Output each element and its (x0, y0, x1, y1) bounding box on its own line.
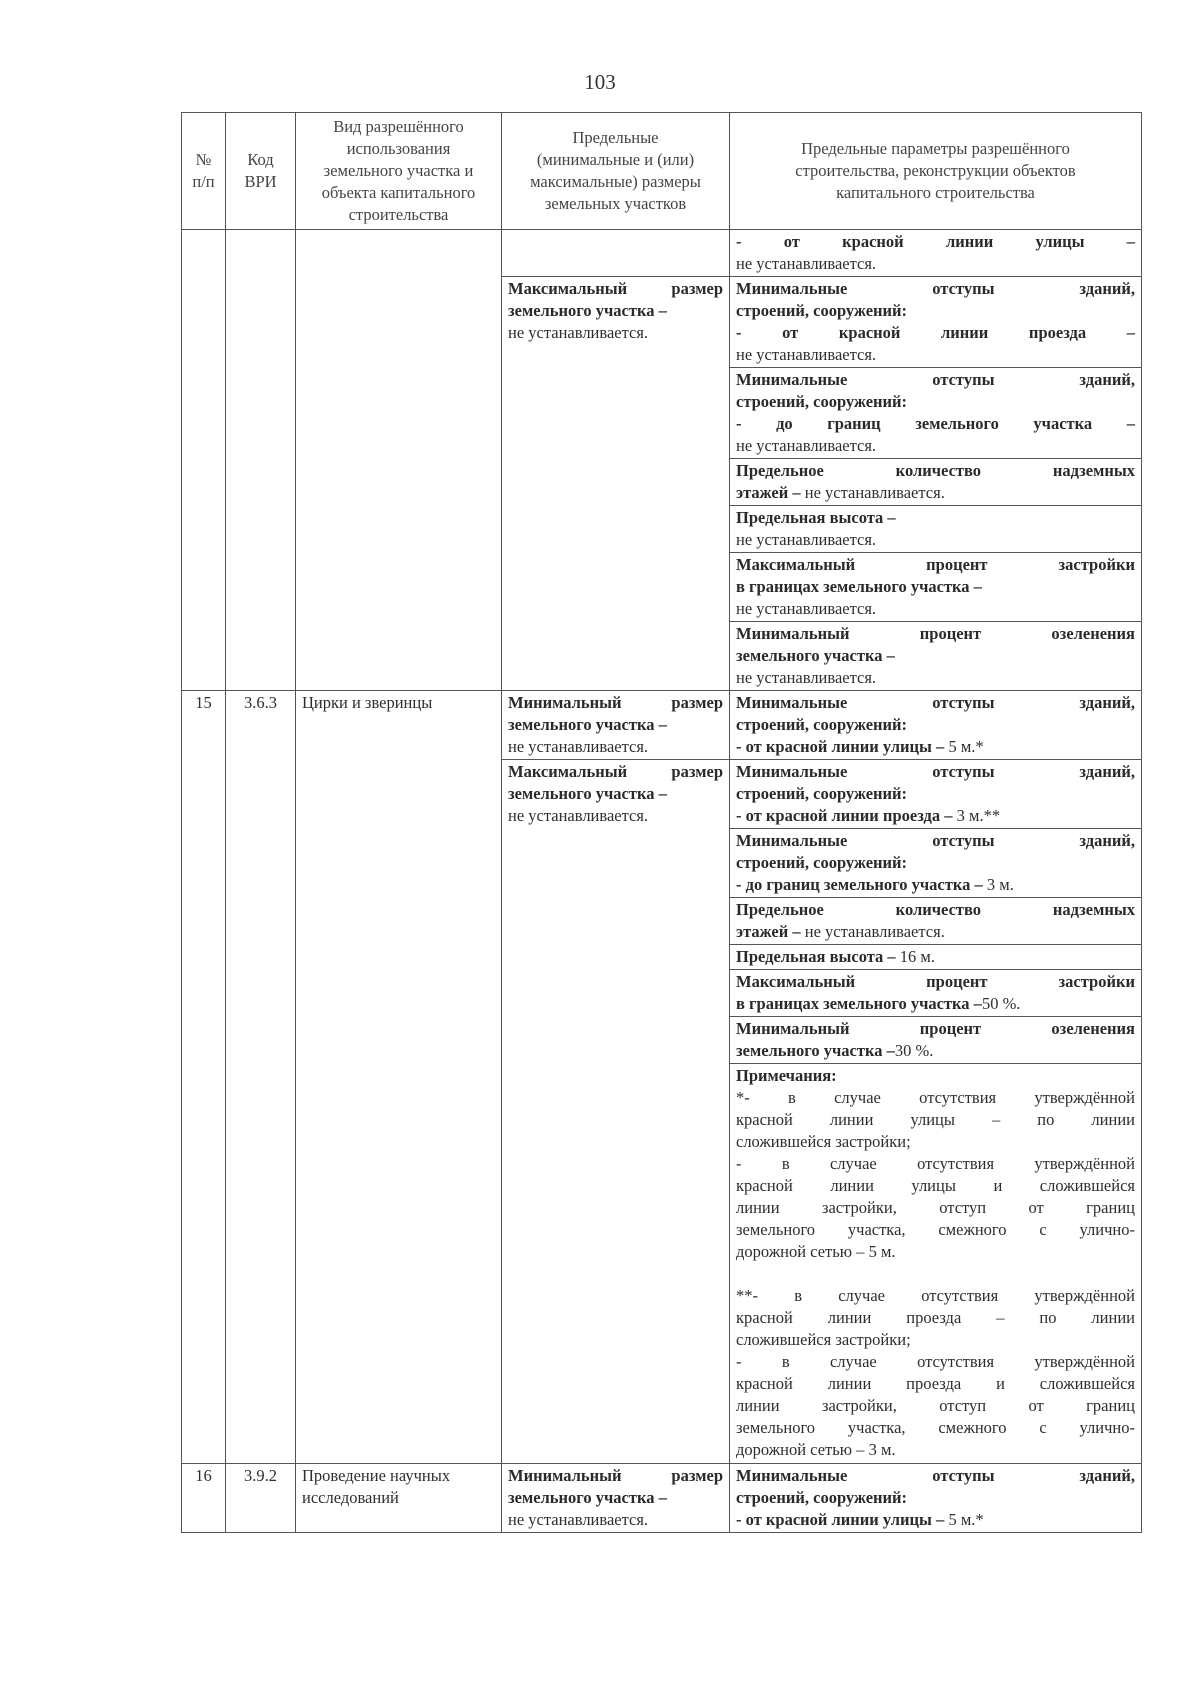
bold-text: этажей – (736, 922, 801, 941)
header-line: строительства (348, 205, 449, 224)
text-line (736, 714, 1135, 736)
note-line: сложившейся застройки; (736, 1330, 911, 1349)
header-num (182, 113, 226, 230)
cell-num: 16 (182, 1464, 226, 1533)
bold-text: Минимальные отступы зданий, (736, 693, 1135, 712)
text-line (736, 1487, 1135, 1509)
bold-text: Минимальные отступы зданий, (736, 279, 1135, 298)
param-block (730, 945, 1141, 970)
header-sizes (502, 113, 730, 230)
regular-text: не устанавливается. (508, 737, 649, 756)
bold-text: строений, сооружений: (736, 715, 908, 734)
text-line (736, 435, 1135, 457)
note-line: красной линии улицы – по линии (736, 1110, 1135, 1129)
bold-text: Минимальный процент озеленения (736, 1019, 1135, 1038)
param-block (730, 230, 1141, 277)
param-block (730, 898, 1141, 945)
bold-text: Предельная высота – (736, 508, 896, 527)
regular-text: 30 %. (894, 1041, 934, 1060)
note-line: дорожной сетью – 3 м. (736, 1440, 896, 1459)
note-line: линии застройки, отступ от границ (736, 1396, 1135, 1415)
param-block (730, 622, 1141, 690)
regular-text: не устанавливается. (800, 922, 945, 941)
text-line (508, 1465, 723, 1487)
text-line (736, 736, 1135, 758)
text-line (736, 322, 1135, 344)
text-line (736, 667, 1135, 689)
note-line: земельного участка, смежного с улично- (736, 1418, 1135, 1437)
notes-text (736, 1087, 1135, 1461)
text-line (508, 692, 723, 714)
regular-text: не устанавливается. (736, 345, 877, 364)
build-params-list (730, 691, 1141, 1064)
header-line: Предельные параметры разрешённого (801, 139, 1070, 158)
param-block (730, 506, 1141, 553)
regular-text: 5 м.* (944, 1510, 984, 1529)
param-block (730, 691, 1141, 760)
param-block (730, 459, 1141, 506)
cell-build-params (730, 1464, 1142, 1533)
header-line: Предельные (572, 128, 659, 147)
text-line (508, 783, 723, 805)
text-line (736, 598, 1135, 620)
regular-text: не устанавливается. (736, 530, 877, 549)
header-line: использования (346, 139, 451, 158)
header-line: п/п (192, 172, 215, 191)
size-limit-max (502, 277, 729, 345)
bold-text: земельного участка – (736, 646, 895, 665)
cell-size-limits (502, 1464, 730, 1533)
text-line (508, 322, 723, 344)
text-line (736, 1018, 1135, 1040)
header-code (226, 113, 296, 230)
blank-line (736, 1263, 1135, 1285)
bold-text: в границах земельного участка – (736, 577, 982, 596)
bold-text: Максимальный процент застройки (736, 555, 1135, 574)
header-line: Код (247, 150, 274, 169)
bold-text: Максимальный процент застройки (736, 972, 1135, 991)
bold-text: - от красной линии проезда – (736, 323, 1135, 342)
cell-build-params (730, 691, 1142, 1464)
cell-size-limits (502, 230, 730, 691)
bold-text: земельного участка – (736, 1041, 895, 1060)
text-line (736, 1509, 1135, 1531)
text-line (736, 1040, 1135, 1062)
header-line: Вид разрешённого (333, 117, 464, 136)
text-line (736, 391, 1135, 413)
regular-text: не устанавливается. (736, 668, 877, 687)
note-line: красной линии улицы и сложившейся (736, 1176, 1135, 1195)
param-block (730, 760, 1141, 829)
text-line (736, 761, 1135, 783)
notes-block (730, 1064, 1141, 1463)
text-line (736, 278, 1135, 300)
bold-text: Минимальный размер (508, 1466, 723, 1485)
note-line: Проведение научных (302, 1466, 451, 1485)
text-line (736, 852, 1135, 874)
text-line (736, 507, 1135, 529)
text-line (736, 1465, 1135, 1487)
table-row (182, 230, 1142, 691)
size-limit-min (502, 691, 729, 760)
text-line (736, 554, 1135, 576)
text-line (736, 369, 1135, 391)
bold-text: Минимальный процент озеленения (736, 624, 1135, 643)
text-line (736, 623, 1135, 645)
size-limit-max (502, 760, 729, 828)
text-line (736, 231, 1135, 253)
header-line: максимальные) размеры (530, 172, 701, 191)
text-line (508, 1509, 723, 1531)
bold-text: Предельная высота – (736, 947, 896, 966)
regular-text: не устанавливается. (736, 254, 877, 273)
header-line: (минимальные и (или) (536, 150, 695, 169)
text-line (736, 576, 1135, 598)
text-line (508, 736, 723, 758)
bold-text: Минимальные отступы зданий, (736, 831, 1135, 850)
text-line (736, 344, 1135, 366)
note-line: красной линии проезда и сложившейся (736, 1374, 1135, 1393)
note-line: *- в случае отсутствия утверждённой (736, 1088, 1135, 1107)
bold-text: в границах земельного участка – (736, 994, 982, 1013)
note-line: - в случае отсутствия утверждённой (736, 1154, 1135, 1173)
regulations-table (181, 112, 1142, 1533)
text-line (736, 413, 1135, 435)
cell-code (226, 230, 296, 691)
text-line (736, 253, 1135, 275)
header-line: № (195, 150, 212, 169)
table-header-row (182, 113, 1142, 230)
bold-text: земельного участка – (508, 1488, 667, 1507)
size-limit-min (502, 1464, 729, 1532)
param-block (730, 970, 1141, 1017)
text-line (508, 278, 723, 300)
cell-build-params (730, 230, 1142, 691)
text-line (736, 946, 1135, 968)
header-line: ВРИ (244, 172, 277, 191)
bold-text: строений, сооружений: (736, 853, 908, 872)
bold-text: Минимальные отступы зданий, (736, 370, 1135, 389)
regular-text: не устанавливается. (508, 806, 649, 825)
param-block (730, 553, 1141, 622)
bold-text: Минимальные отступы зданий, (736, 1466, 1135, 1485)
table-row (182, 1464, 1142, 1533)
bold-text: - до границ земельного участка – (736, 875, 983, 894)
param-block (730, 1464, 1141, 1532)
regular-text: 5 м.* (944, 737, 984, 756)
bold-text: Предельное количество надземных (736, 461, 1135, 480)
regular-text: 3 м.** (952, 806, 1001, 825)
cell-code: 3.6.3 (226, 691, 296, 1464)
header-line: капитального строительства (836, 183, 1035, 202)
text-line (736, 300, 1135, 322)
table-row (182, 691, 1142, 1464)
note-line: **- в случае отсутствия утверждённой (736, 1286, 1135, 1305)
bold-text: Минимальные отступы зданий, (736, 762, 1135, 781)
page-number: 103 (584, 70, 616, 94)
text-line (736, 830, 1135, 852)
note-line: - в случае отсутствия утверждённой (736, 1352, 1135, 1371)
cell-vri: Цирки и зверинцы (296, 691, 502, 1464)
text-line (736, 921, 1135, 943)
bold-text: - от красной линии улицы – (736, 1510, 945, 1529)
param-block (730, 368, 1141, 459)
regular-text: не устанавливается. (800, 483, 945, 502)
notes-title: Примечания: (736, 1066, 837, 1085)
note-line: сложившейся застройки; (736, 1132, 911, 1151)
cell-vri (296, 1464, 502, 1533)
bold-text: земельного участка – (508, 301, 667, 320)
cell-num (182, 230, 226, 691)
size-limit-empty (502, 230, 729, 277)
note-line: исследований (302, 1488, 399, 1507)
header-line: земельных участков (544, 194, 687, 213)
text-line (508, 1487, 723, 1509)
regular-text: 16 м. (895, 947, 935, 966)
bold-text: строений, сооружений: (736, 301, 908, 320)
bold-text: строений, сооружений: (736, 392, 908, 411)
param-block (730, 829, 1141, 898)
cell-size-limits (502, 691, 730, 1464)
bold-text: - от красной линии проезда – (736, 806, 953, 825)
regular-text: 3 м. (982, 875, 1014, 894)
note-line: линии застройки, отступ от границ (736, 1198, 1135, 1217)
text-line (736, 482, 1135, 504)
bold-text: строений, сооружений: (736, 1488, 908, 1507)
regular-text: не устанавливается. (508, 1510, 649, 1529)
bold-text: - от красной линии улицы – (736, 737, 945, 756)
bold-text: земельного участка – (508, 715, 667, 734)
text-line (736, 783, 1135, 805)
param-block (730, 277, 1141, 368)
text-line (508, 714, 723, 736)
bold-text: Максимальный размер (508, 762, 723, 781)
bold-text: этажей – (736, 483, 801, 502)
header-line: объекта капитального (321, 183, 476, 202)
bold-text: Максимальный размер (508, 279, 723, 298)
regular-text: не устанавливается. (736, 436, 877, 455)
param-block (730, 1017, 1141, 1064)
text-line (736, 899, 1135, 921)
bold-text: Предельное количество надземных (736, 900, 1135, 919)
cell-num: 15 (182, 691, 226, 1464)
text-line (736, 529, 1135, 551)
text-line (736, 645, 1135, 667)
cell-vri (296, 230, 502, 691)
note-line: дорожной сетью – 5 м. (736, 1242, 896, 1261)
header-vri (296, 113, 502, 230)
regular-text: не устанавливается. (736, 599, 877, 618)
text-line (736, 692, 1135, 714)
bold-text: - от красной линии улицы – (736, 232, 1135, 251)
bold-text: земельного участка – (508, 784, 667, 803)
bold-text: строений, сооружений: (736, 784, 908, 803)
text-line (736, 971, 1135, 993)
header-line: строительства, реконструкции объектов (795, 161, 1076, 180)
text-line (508, 805, 723, 827)
header-line: земельного участка и (323, 161, 474, 180)
regular-text: не устанавливается. (508, 323, 649, 342)
note-line: красной линии проезда – по линии (736, 1308, 1135, 1327)
text-line (736, 874, 1135, 896)
cell-code: 3.9.2 (226, 1464, 296, 1533)
regular-text: 50 %. (981, 994, 1021, 1013)
note-line: земельного участка, смежного с улично- (736, 1220, 1135, 1239)
bold-text: - до границ земельного участка – (736, 414, 1135, 433)
header-params (730, 113, 1142, 230)
text-line (736, 460, 1135, 482)
text-line (736, 993, 1135, 1015)
bold-text: Минимальный размер (508, 693, 723, 712)
text-line (508, 300, 723, 322)
text-line (508, 761, 723, 783)
text-line (736, 805, 1135, 827)
